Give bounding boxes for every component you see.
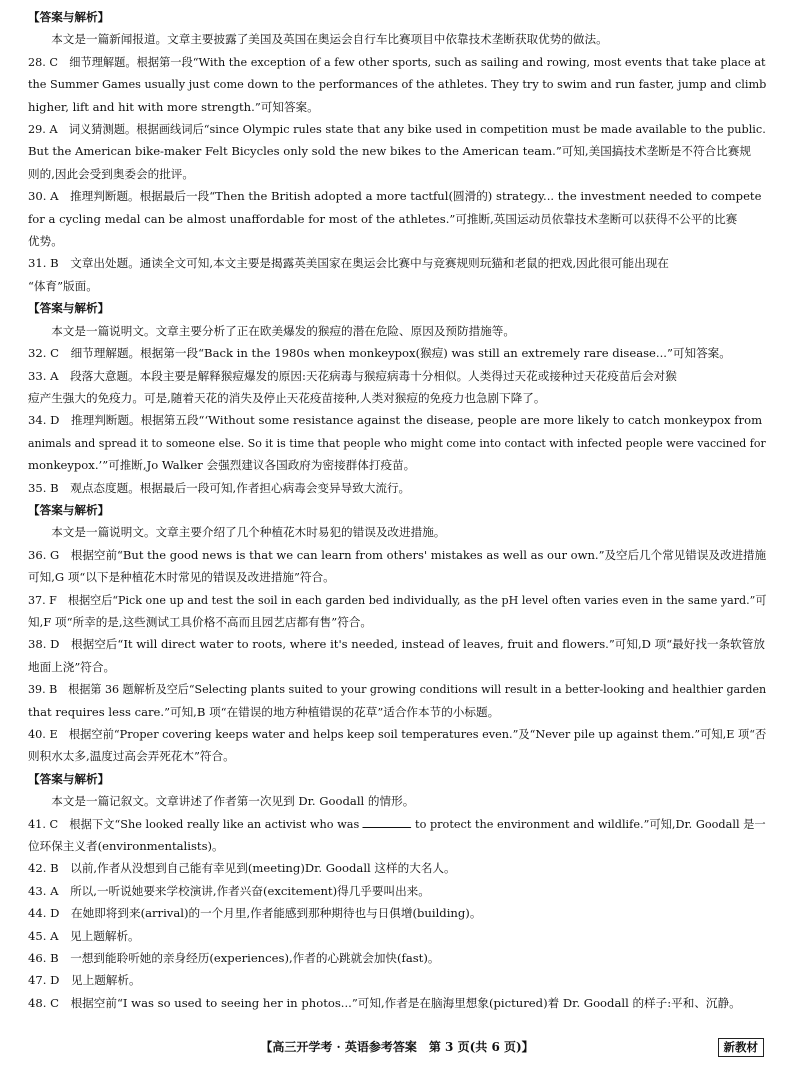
footer-text: 【高三开学考 · 英语参考答案 第 3 页(共 6 页)】 [260,1040,534,1054]
answer-line: 32. C 细节理解题。根据第一段“Back in the 1980s when monkeypox(猴痘) was still an extremely rare disease...”可知答案。 [28,346,731,361]
answer-item [28,925,766,947]
answer-line: 优势。 [28,234,63,249]
answer-line: 33. A 段落大意题。本段主要是解释猴痘爆发的原因:天花病毒与猴痘病毒十分相似。人类得过天花或接种过天花疫苗后会对猴 [28,368,677,383]
answer-line: 40. E 根据空前“Proper covering keeps water and helps keep soil temperatures even.”及“Never pile up against them.”可知,E 项“否 [28,727,767,741]
answer-line: 痘产生强大的免疫力。可是,随着天花的消失及停止天花疫苗接种,人类对猴痘的免疫力也急剧下降了。 [28,390,546,405]
answer-item [28,902,766,924]
answer-item [28,118,766,185]
answer-item [28,409,766,476]
answer-item [28,342,766,364]
answer-text: to protect the environment and wildlife.”可知,Dr. Goodall 是一 [411,816,766,831]
answer-item [28,880,766,902]
answer-line: 43. A 所以,一听说她要来学校演讲,作者兴奋(excitement)得几乎要叫出来。 [28,883,430,898]
answer-line: 28. C 细节理解题。根据第一段“With the exception of a few other sports, such as sailing and rowing, most events that take place at [28,54,766,69]
answer-item [28,365,766,410]
answer-line: animals and spread it to someone else. So it is time that people who might come into contact with infected people were vaccined for [28,435,766,450]
fill-blank [363,815,412,828]
section-header: 【答案与解析】 [28,771,110,786]
answer-line: 47. D 见上题解析。 [28,973,141,988]
answer-item [28,51,766,118]
answer-line: 则积水太多,温度过高会弄死花木”符合。 [28,749,235,764]
answer-line: 35. B 观点态度题。根据最后一段可知,作者担心病毒会变异导致大流行。 [28,480,411,495]
section-intro: 本文是一篇说明文。文章主要分析了正在欧美爆发的猴痘的潜在危险、原因及预防措施等。 [51,323,515,338]
answer-line: 36. G 根据空前“But the good news is that we can learn from others' mistakes as well as our own.”及空后几个常见错误及改进措施 [28,547,767,562]
section-header: 【答案与解析】 [28,10,110,24]
answer-line: 39. B 根据第 36 题解析及空后“Selecting plants suited to your growing conditions will result in a better-looking and healthier garden [28,682,767,697]
answer-item [28,678,766,723]
answer-line: 位环保主义者(environmentalists)。 [28,839,224,854]
answer-line [28,813,766,835]
answer-line: 知,F 项“所幸的是,这些测试工具价格不高而且园艺店都有售”符合。 [28,614,372,629]
answer-item [28,857,766,879]
answer-item [28,544,766,589]
answer-item [28,813,766,858]
section-intro: 本文是一篇说明文。文章主要介绍了几个种植花木时易犯的错误及改进措施。 [51,525,446,540]
answer-line: higher, lift and hit with more strength.”可知答案。 [28,99,319,114]
answer-item [28,589,766,634]
answer-line: 34. D 推理判断题。根据第五段“‘Without some resistance against the disease, people are more likely to catch monkeypox from [28,413,763,428]
answer-line: 30. A 推理判断题。根据最后一段“Then the British adopted a more tactful(圆滑的) strategy... the investment needed to compete [28,189,762,204]
page-footer [0,1036,794,1062]
answer-line: for a cycling medal can be almost unaffordable for most of the athletes.”可推断,英国运动员依靠技术垄断可以获得不公平的比赛 [28,211,738,226]
edition-badge: 新教材 [718,1038,765,1057]
answer-line: 地面上浇”符合。 [28,659,116,674]
answer-item [28,633,766,678]
answer-item [28,969,766,991]
answer-item [28,185,766,252]
answer-item [28,252,766,297]
section-header: 【答案与解析】 [28,301,110,316]
section-intro: 本文是一篇新闻报道。文章主要披露了美国及英国在奥运会自行车比赛项目中依靠技术垄断获取优势的做法。 [51,32,608,47]
answer-line: that requires less care.”可知,B 项“在错误的地方种植错误的花草”适合作本节的小标题。 [28,704,500,719]
answer-line: the Summer Games usually just come down to the performances of the athletes. They try to swim and run faster, jump and climb [28,77,767,92]
answer-line: 44. D 在她即将到来(arrival)的一个月里,作者能感到那种期待也与日俱增(building)。 [28,906,482,921]
answer-line: “体育”版面。 [28,278,98,293]
answer-line: 42. B 以前,作者从没想到自己能有幸见到(meeting)Dr. Goodall 这样的大名人。 [28,861,456,876]
section-intro: 本文是一篇记叙文。文章讲述了作者第一次见到 Dr. Goodall 的情形。 [51,794,415,809]
answer-line: monkeypox.’”可推断,Jo Walker 会强烈建议各国政府为密接群体打疫苗。 [28,458,416,473]
answer-line: 38. D 根据空后“It will direct water to roots, where it's needed, instead of leaves, fruit and flowers.”可知,D 项“最好找一条软管放 [28,637,765,652]
answer-item [28,723,766,768]
answer-line: 45. A 见上题解析。 [28,928,140,943]
answer-item [28,992,766,1014]
answer-line: 则的,因此会受到奥委会的批评。 [28,166,194,181]
answer-line: 31. B 文章出处题。通读全文可知,本文主要是揭露英美国家在奥运会比赛中与竞赛规则玩猫和老鼠的把戏,因此很可能出现在 [28,256,669,271]
section-header: 【答案与解析】 [28,502,110,517]
answer-line: But the American bike-maker Felt Bicycles only sold the new bikes to the American team.”可知,美国搞技术垄断是不符合比赛规 [28,144,751,159]
answer-text: 41. C 根据下文“She looked really like an activist who was [28,816,360,831]
answer-item [28,477,766,499]
answer-content [28,6,766,1014]
answer-line: 46. B 一想到能聆听她的亲身经历(experiences),作者的心跳就会加快(fast)。 [28,951,440,966]
answer-line: 37. F 根据空后“Pick one up and test the soil in each garden bed individually, as the pH level often varies even in the same yard.”可 [28,592,767,607]
answer-line: 29. A 词义猜测题。根据画线词后“since Olympic rules state that any bike used in competition must be made available to the public. [28,122,766,137]
answer-line: 48. C 根据空前“I was so used to seeing her in photos...”可知,作者是在脑海里想象(pictured)着 Dr. Goodall 的样子:平和、沉静。 [28,995,741,1010]
answer-line: 可知,G 项“以下是种植花木时常见的错误及改进措施”符合。 [28,570,335,585]
answer-item [28,947,766,969]
